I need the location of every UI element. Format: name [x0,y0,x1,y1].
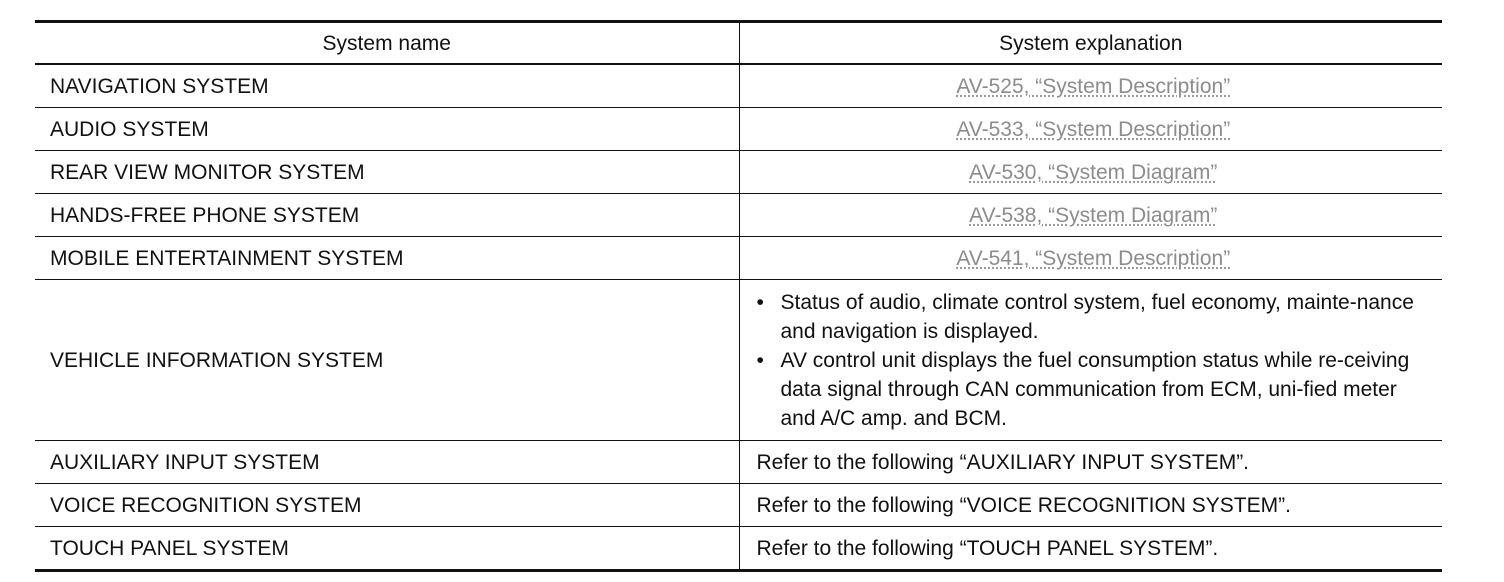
system-name-cell: AUDIO SYSTEM [35,108,739,151]
bullet-list [757,281,1431,440]
table-row [35,64,1442,108]
system-name-cell: REAR VIEW MONITOR SYSTEM [35,151,739,194]
system-explanation-cell [739,64,1442,108]
table-row [35,151,1442,194]
header-row [35,22,1442,65]
system-explanation-cell [739,151,1442,194]
table-row [35,237,1442,280]
table-row [35,527,1442,571]
system-explanation-cell [739,108,1442,151]
bullet-item: • Status of audio, climate control system, fuel economy, mainte-nance and navigation is displayed. [757,288,1431,346]
system-name-cell: HANDS-FREE PHONE SYSTEM [35,194,739,237]
reference-link[interactable]: AV-533, “System Description” [956,117,1231,141]
system-name-cell: TOUCH PANEL SYSTEM [35,527,739,571]
bullet-item: • AV control unit displays the fuel consumption status while re-ceiving data signal through CAN communication from ECM, uni-fied meter and A/C amp. and BCM. [757,346,1431,433]
system-name-cell: NAVIGATION SYSTEM [35,64,739,108]
reference-link[interactable]: AV-541, “System Description” [956,246,1231,270]
reference-link[interactable]: AV-538, “System Diagram” [969,203,1218,227]
table-row [35,441,1442,484]
system-name-cell: AUXILIARY INPUT SYSTEM [35,441,739,484]
table-row [35,108,1442,151]
system-explanation-cell: Refer to the following “TOUCH PANEL SYSTEM”. [739,527,1442,571]
table-row [35,194,1442,237]
system-explanation-cell: Refer to the following “AUXILIARY INPUT SYSTEM”. [739,441,1442,484]
system-explanation-cell [739,194,1442,237]
system-explanation-cell [739,237,1442,280]
system-table [35,20,1442,572]
table-row [35,280,1442,441]
header-system-explanation: System explanation [739,22,1442,65]
reference-link[interactable]: AV-530, “System Diagram” [969,160,1218,184]
reference-link[interactable]: AV-525, “System Description” [956,74,1231,98]
system-name-cell: VEHICLE INFORMATION SYSTEM [35,280,739,441]
system-name-cell: VOICE RECOGNITION SYSTEM [35,484,739,527]
header-system-name: System name [35,22,739,65]
system-name-cell: MOBILE ENTERTAINMENT SYSTEM [35,237,739,280]
table-row [35,484,1442,527]
system-explanation-cell: Refer to the following “VOICE RECOGNITION SYSTEM”. [739,484,1442,527]
system-explanation-cell [739,280,1442,441]
